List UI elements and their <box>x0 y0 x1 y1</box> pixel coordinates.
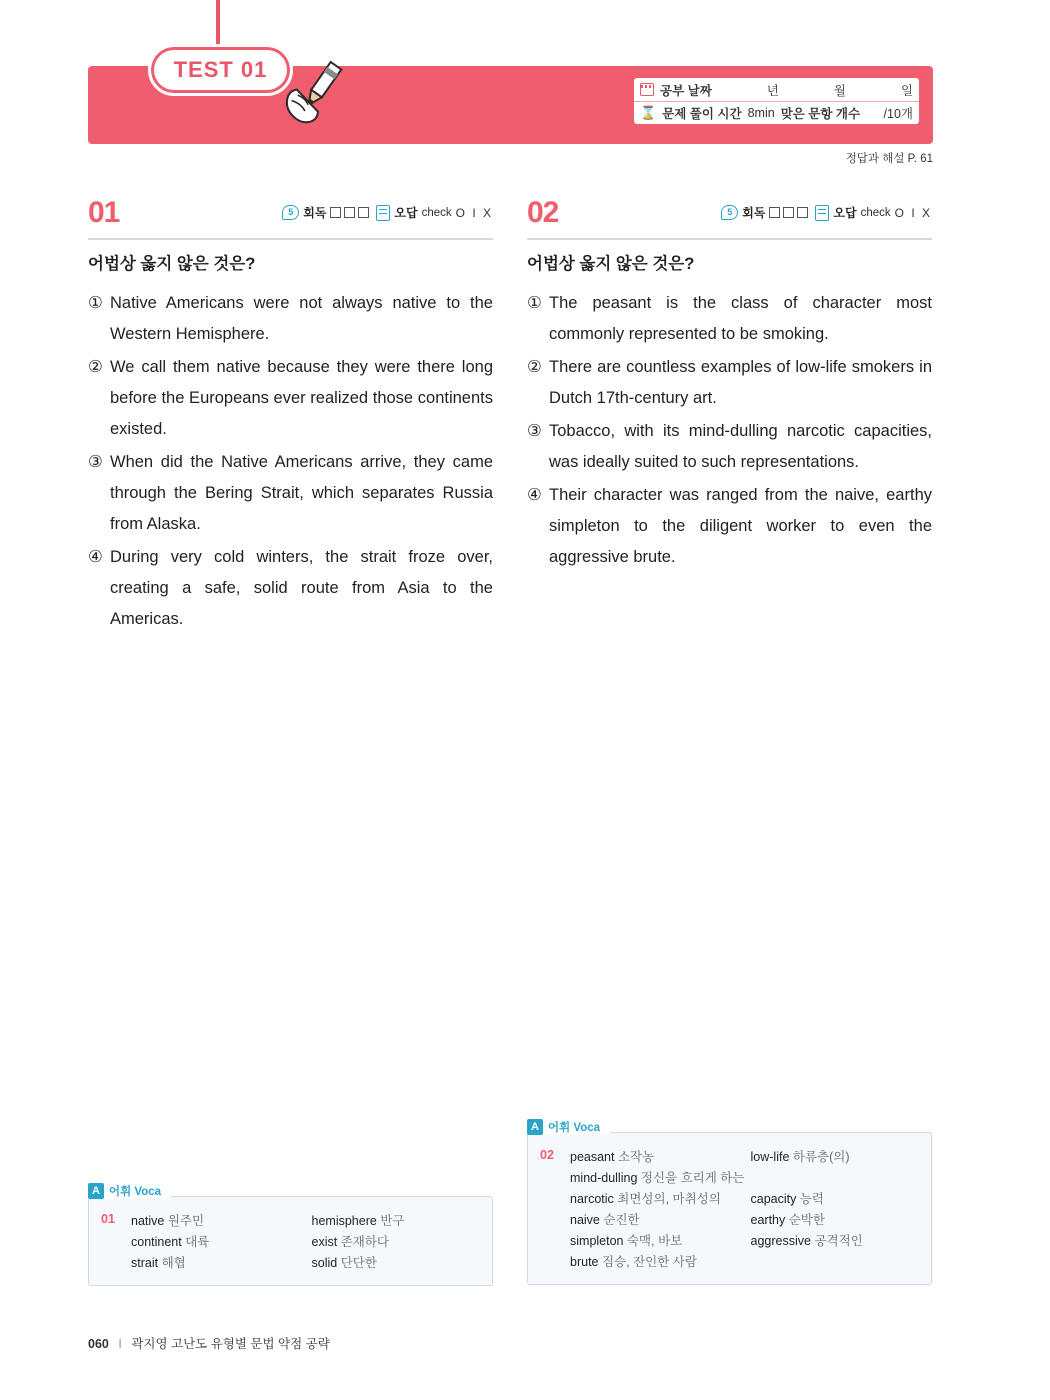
choice-number: ④ <box>88 548 103 566</box>
voca-term: narcotic <box>570 1192 614 1206</box>
voca-entry <box>131 1232 300 1252</box>
question-column-left <box>88 196 493 637</box>
correct-count-value[interactable]: /10개 <box>883 107 913 121</box>
solve-time-value: 8min <box>747 106 775 120</box>
choice-text: Their character was ranged from the naive, earthy simpleton to the diligent worker to even the aggressive brute. <box>549 486 932 566</box>
voca-tab-01 <box>88 1182 171 1199</box>
voca-entry <box>570 1231 739 1251</box>
voca-tab-title: 어휘 Voca <box>109 1185 162 1198</box>
book-title: 곽지영 고난도 유형별 문법 약점 공략 <box>131 1337 330 1351</box>
voca-index: 01 <box>101 1212 115 1226</box>
question-column-right <box>527 196 932 575</box>
notebook-icon <box>376 205 390 221</box>
choice-text: Native Americans were not always native to the Western Hemisphere. <box>110 294 493 343</box>
voca-entry <box>312 1232 481 1252</box>
marks-group-01 <box>282 204 493 221</box>
voca-entry <box>751 1147 920 1167</box>
review-checkbox[interactable] <box>344 207 355 218</box>
voca-entry <box>312 1211 481 1231</box>
choice-item[interactable] <box>88 542 493 635</box>
voca-term: brute <box>570 1255 599 1269</box>
voca-term: capacity <box>750 1192 797 1206</box>
voca-term: simpleton <box>570 1234 624 1248</box>
voca-entry <box>570 1189 739 1209</box>
voca-meaning: 하류층(의) <box>792 1150 850 1164</box>
review-checkbox[interactable] <box>797 207 808 218</box>
voca-entry <box>570 1147 739 1167</box>
choice-number: ④ <box>527 486 542 504</box>
review-marker-01[interactable] <box>282 204 369 221</box>
test-badge <box>148 44 293 96</box>
voca-meaning: 대륙 <box>185 1235 210 1249</box>
voca-meaning: 능력 <box>799 1192 824 1206</box>
voca-badge-letter: A <box>527 1119 543 1135</box>
year-field[interactable]: 년 <box>766 83 779 98</box>
review-checkbox[interactable] <box>330 207 341 218</box>
wrong-answer-check-02[interactable] <box>815 204 932 221</box>
choice-item[interactable] <box>88 288 493 350</box>
speech-bubble-icon: 5 <box>282 205 299 220</box>
page-header <box>88 0 933 165</box>
choice-item[interactable] <box>527 352 932 414</box>
choice-item[interactable] <box>88 352 493 445</box>
voca-meaning: 순진한 <box>603 1213 640 1227</box>
choice-item[interactable] <box>527 288 932 350</box>
wrong-label: 오답 <box>394 206 418 220</box>
hourglass-icon: ⌛ <box>640 105 657 120</box>
question-header-02 <box>527 196 932 242</box>
voca-term: mind-dulling <box>570 1171 638 1185</box>
voca-meaning: 숙맥, 바보 <box>626 1234 683 1248</box>
voca-meaning: 단단한 <box>340 1256 377 1270</box>
voca-tab-title: 어휘 Voca <box>548 1121 601 1134</box>
choice-item[interactable] <box>88 447 493 540</box>
question-header-01 <box>88 196 493 242</box>
voca-entry <box>751 1189 920 1209</box>
speech-bubble-icon: 5 <box>721 205 738 220</box>
choice-text: The peasant is the class of character most commonly represented to be smoking. <box>549 294 932 343</box>
voca-meaning: 소작농 <box>617 1150 655 1164</box>
voca-meaning: 순박한 <box>788 1213 825 1227</box>
choice-number: ③ <box>527 422 542 440</box>
wrong-answer-check-01[interactable] <box>376 204 493 221</box>
review-marker-02[interactable] <box>721 204 808 221</box>
voca-entry <box>751 1231 920 1251</box>
voca-term: solid <box>311 1256 338 1270</box>
voca-term: peasant <box>570 1150 615 1164</box>
review-checkbox[interactable] <box>358 207 369 218</box>
voca-tab-02 <box>527 1118 610 1135</box>
voca-entry <box>131 1253 300 1273</box>
marks-group-02 <box>721 204 932 221</box>
review-checkboxes[interactable] <box>330 207 369 218</box>
voca-entry <box>312 1253 481 1273</box>
correct-count-label: 맞은 문항 개수 <box>780 107 861 121</box>
voca-entry <box>570 1168 919 1188</box>
voca-entry <box>570 1210 739 1230</box>
voca-entry <box>131 1211 300 1231</box>
review-checkbox[interactable] <box>783 207 794 218</box>
review-label: 회독 <box>742 206 766 220</box>
month-field[interactable]: 월 <box>833 83 846 98</box>
review-label: 회독 <box>303 206 327 220</box>
choice-text: We call them native because they were there long before the Europeans ever realized those continents existed. <box>110 358 493 438</box>
voca-term: continent <box>131 1235 182 1249</box>
voca-box-02 <box>527 1120 932 1285</box>
voca-term: exist <box>311 1235 338 1249</box>
choice-item[interactable] <box>527 416 932 478</box>
oix-selector[interactable]: O I X <box>455 205 493 220</box>
study-date-label: 공부 날짜 <box>660 83 712 98</box>
oix-selector[interactable]: O I X <box>894 205 932 220</box>
page-number: 060 <box>88 1337 109 1351</box>
voca-term: earthy <box>750 1213 786 1227</box>
question-prompt-01: 어법상 옳지 않은 것은? <box>88 255 256 273</box>
question-number-02: 02 <box>527 196 559 229</box>
check-label: check <box>421 206 452 219</box>
question-prompt-02: 어법상 옳지 않은 것은? <box>527 255 695 273</box>
review-checkboxes[interactable] <box>769 207 808 218</box>
voca-meaning: 공격적인 <box>814 1234 863 1248</box>
voca-meaning: 존재하다 <box>340 1235 389 1249</box>
voca-box-01 <box>88 1184 493 1286</box>
study-info-box <box>634 78 919 124</box>
voca-term: native <box>131 1214 165 1228</box>
voca-entry <box>570 1252 919 1272</box>
notebook-icon <box>815 205 829 221</box>
choice-number: ② <box>88 358 103 376</box>
question-number-01: 01 <box>88 196 120 229</box>
page-footer <box>88 1334 330 1352</box>
check-label: check <box>860 206 891 219</box>
solve-time-label: 문제 풀이 시간 <box>662 107 742 121</box>
voca-meaning: 반구 <box>380 1214 405 1228</box>
hand-pencil-icon <box>278 56 348 136</box>
answer-reference: 정답과 해설 P. 61 <box>845 153 933 165</box>
choice-text: There are countless examples of low-life smokers in Dutch 17th-century art. <box>549 358 932 407</box>
choice-number: ① <box>527 294 542 312</box>
footer-separator: I <box>118 1337 122 1351</box>
timing-score-row <box>634 101 919 124</box>
choice-text: When did the Native Americans arrive, they came through the Bering Strait, which separates Russia from Alaska. <box>110 453 493 533</box>
voca-term: hemisphere <box>311 1214 377 1228</box>
choice-number: ③ <box>88 453 103 471</box>
voca-index: 02 <box>540 1148 554 1162</box>
voca-entry <box>751 1210 920 1230</box>
review-checkbox[interactable] <box>769 207 780 218</box>
choice-item[interactable] <box>527 480 932 573</box>
study-date-row <box>634 78 919 101</box>
day-field[interactable]: 일 <box>900 83 914 98</box>
voca-meaning: 해협 <box>161 1256 186 1270</box>
choice-number: ② <box>527 358 542 376</box>
choice-text: Tobacco, with its mind-dulling narcotic capacities, was ideally suited to such representations. <box>549 422 932 471</box>
choice-number: ① <box>88 294 103 312</box>
voca-term: low-life <box>750 1150 790 1164</box>
voca-meaning: 최면성의, 마취성의 <box>617 1192 721 1206</box>
choice-text: During very cold winters, the strait froze over, creating a safe, solid route from Asia to the Americas. <box>110 548 493 628</box>
test-badge-label: TEST 01 <box>173 57 268 82</box>
voca-badge-letter: A <box>88 1183 104 1199</box>
voca-term: aggressive <box>750 1234 811 1248</box>
voca-term: strait <box>131 1256 159 1270</box>
voca-meaning: 정신을 흐리게 하는 <box>640 1171 745 1185</box>
voca-term: naive <box>570 1213 600 1227</box>
wrong-label: 오답 <box>833 206 857 220</box>
voca-meaning: 짐승, 잔인한 사람 <box>601 1255 697 1269</box>
voca-meaning: 원주민 <box>167 1214 205 1228</box>
calendar-icon <box>640 83 654 96</box>
